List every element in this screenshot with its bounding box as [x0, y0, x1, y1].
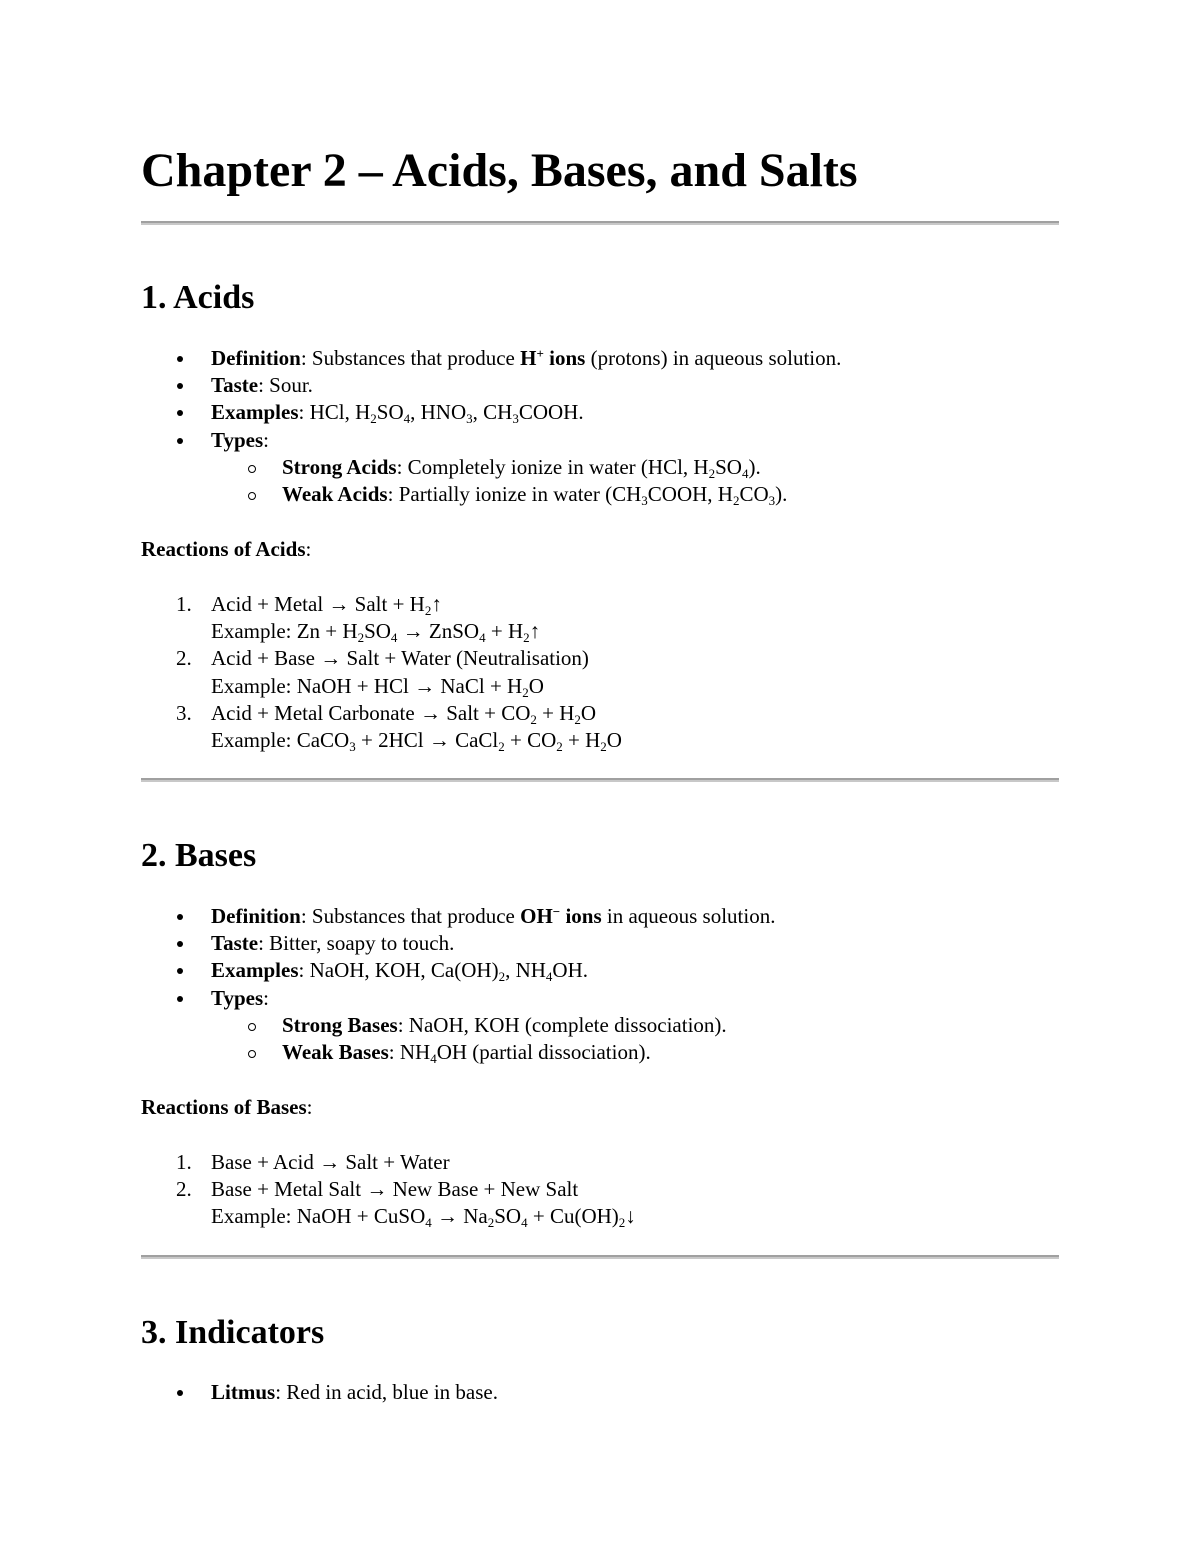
sub-list-item: Weak Bases: $NH_4OH$ (partial dissociation). — [141, 1039, 1059, 1066]
sub-list-item: Strong Acids: Completely ionize in water (HCl, $H_2SO_4$). — [141, 454, 1059, 481]
reaction-example: Example: NaOH + HCl → NaCl + $H_2O$ — [211, 673, 544, 700]
list-item: Taste: Bitter, soapy to touch. — [141, 930, 1059, 957]
bullet-icon — [177, 356, 183, 362]
indicators-list — [141, 1379, 1059, 1406]
list-item: 2. Base + Metal Salt → New Base + New Salt — [176, 1177, 579, 1202]
list-item: Types: — [141, 427, 1059, 454]
circle-bullet-icon — [248, 465, 256, 473]
bases-properties-list — [141, 903, 1059, 1066]
list-item: Taste: Sour. — [141, 372, 1059, 399]
circle-bullet-icon — [248, 1023, 256, 1031]
list-item: Types: — [141, 985, 1059, 1012]
title-divider — [141, 221, 1059, 225]
page-title: Chapter 2 – Acids, Bases, and Salts — [141, 144, 858, 197]
list-item: Examples: HCl, $H_2SO_4$, $HNO_3$, $CH_3COOH$. — [141, 399, 1059, 426]
reaction-example: Example: $Zn + H_2SO_4$ → ZnSO$_4$ + $H_2↑$ — [211, 619, 541, 646]
base-reactions-label: Reactions of Bases: — [141, 1095, 313, 1119]
bullet-icon — [177, 410, 183, 416]
section-divider — [141, 1255, 1059, 1259]
bullet-icon — [177, 996, 183, 1002]
reaction-example: Example: CaCO$_3$ + 2HCl → CaCl$_2$ + $CO_2 + H_2O$ — [211, 727, 622, 754]
acids-properties-list — [141, 345, 1059, 508]
list-item: Definition: Substances that produce OH− ions in aqueous solution. — [141, 903, 1059, 930]
list-item: 1. Acid + Metal → Salt + $H_2↑$ — [176, 592, 442, 618]
list-item: Definition: Substances that produce H+ ions (protons) in aqueous solution. — [141, 345, 1059, 372]
list-item: Litmus: Red in acid, blue in base. — [141, 1379, 1059, 1406]
list-item: 3. Acid + Metal Carbonate → Salt + $CO_2 + H_2O$ — [176, 700, 597, 727]
acid-reactions-label: Reactions of Acids: — [141, 537, 312, 561]
section-heading-indicators: 3. Indicators — [141, 1314, 325, 1351]
section-heading-bases: 2. Bases — [141, 837, 257, 874]
base-reactions-list — [141, 1149, 1059, 1231]
bullet-icon — [177, 438, 183, 444]
bullet-icon — [177, 1390, 183, 1396]
reaction-example: Example: NaOH + CuSO$_4$ → $Na_2SO_4$ + $Cu(OH)_2↓$ — [211, 1204, 636, 1231]
section-divider — [141, 778, 1059, 782]
list-item: 2. Acid + Base → Salt + Water (Neutralisation) — [176, 646, 589, 671]
bullet-icon — [177, 941, 183, 947]
circle-bullet-icon — [248, 492, 256, 500]
sub-list-item: Weak Acids: Partially ionize in water ($CH_3COOH$, $H_2CO_3$). — [141, 481, 1059, 508]
sub-list-item: Strong Bases: NaOH, KOH (complete dissociation). — [141, 1012, 1059, 1039]
bullet-icon — [177, 914, 183, 920]
acid-reactions-list — [141, 591, 1059, 754]
section-heading-acids: 1. Acids — [141, 279, 255, 316]
bullet-icon — [177, 383, 183, 389]
list-item: 1. Base + Acid → Salt + Water — [176, 1150, 450, 1174]
list-item: Examples: NaOH, KOH, $Ca(OH)_2$, $NH_4OH$. — [141, 957, 1059, 984]
circle-bullet-icon — [248, 1050, 256, 1058]
bullet-icon — [177, 968, 183, 974]
